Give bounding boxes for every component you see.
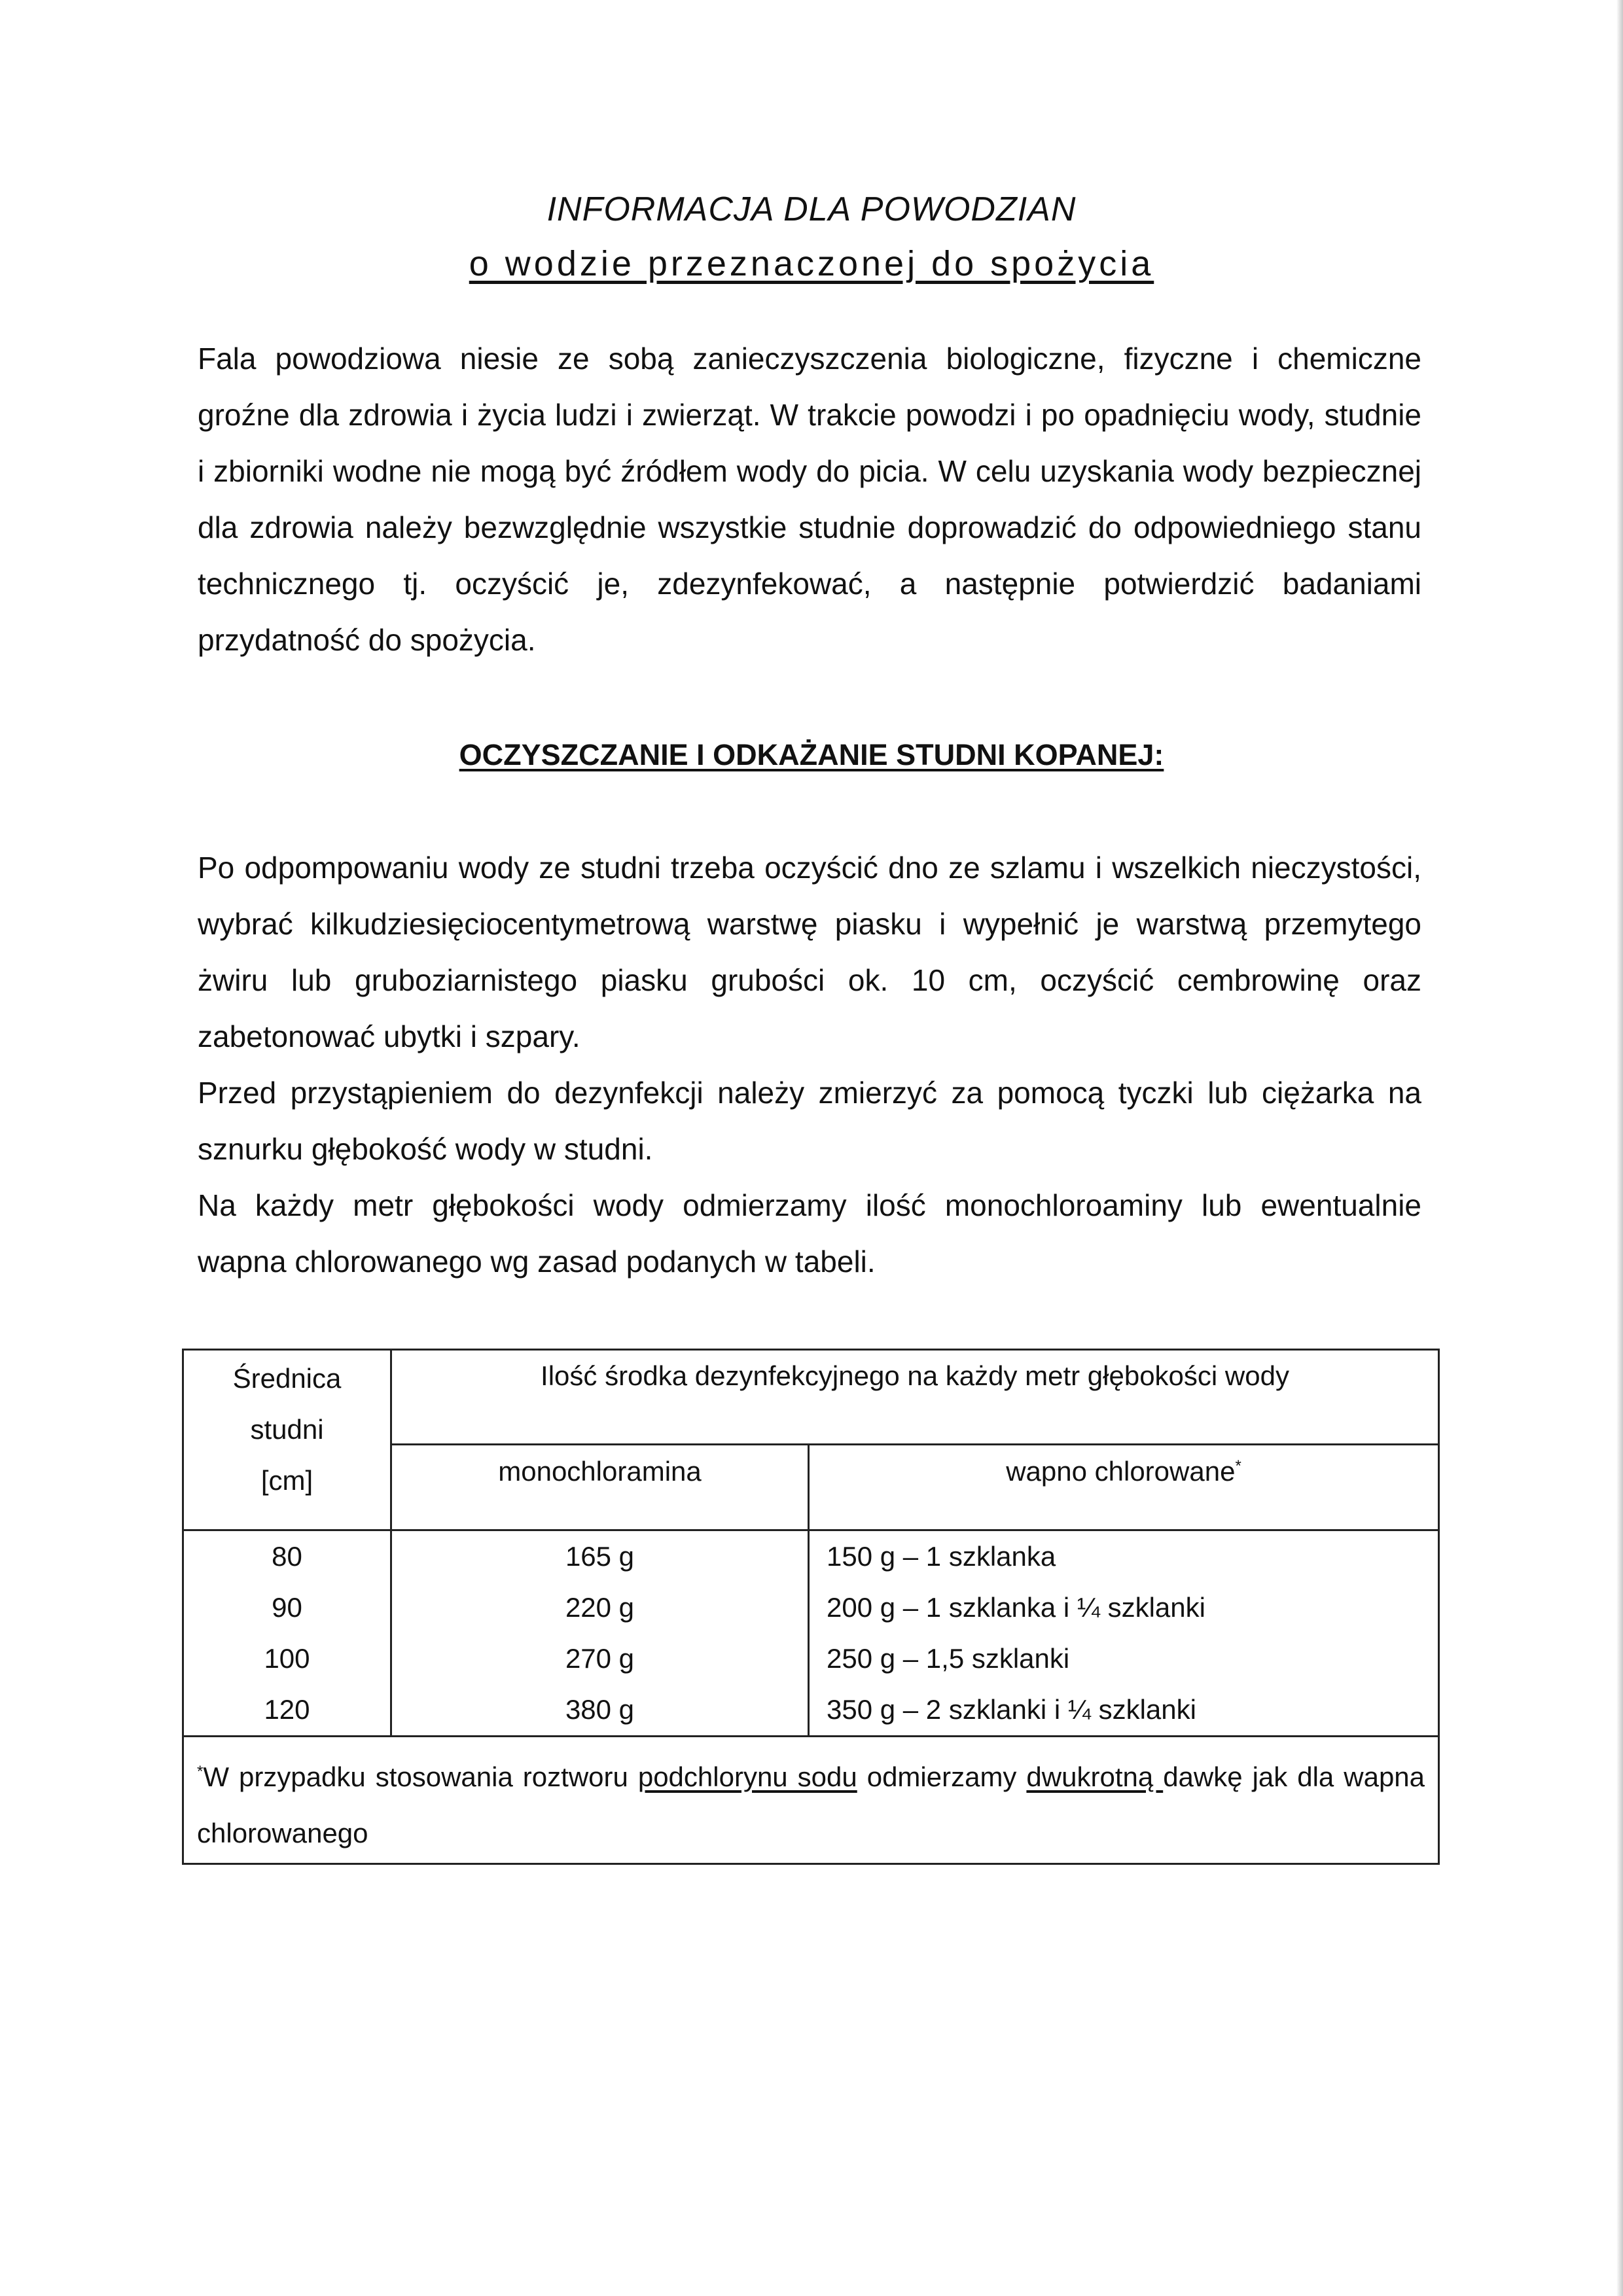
cleaning-paragraph: Po odpompowaniu wody ze studni trzeba oczyścić dno ze szlamu i wszelkich nieczystości, wybrać kilkudziesięciocentymetrową warstwę piasku i wypełnić je warstwą przemytego żwiru lub gruboziarnistego piasku grubości ok. 10 cm, oczyścić cembrowinę oraz zabetonować ubytki i szpary. bbox=[198, 851, 1421, 1053]
header-diameter-line: studni bbox=[250, 1414, 324, 1445]
table-footnote-row bbox=[183, 1737, 1439, 1864]
header-diameter-line: Średnica bbox=[232, 1363, 342, 1394]
table-data-row bbox=[183, 1530, 1439, 1737]
diameter-value: 100 bbox=[264, 1643, 310, 1674]
footnote-text: odmierzamy bbox=[857, 1761, 1027, 1792]
table-header-row bbox=[183, 1350, 1439, 1445]
page-edge-shadow bbox=[1616, 0, 1623, 2296]
monochloramina-value: 270 g bbox=[565, 1643, 635, 1674]
dose-paragraph: Na każdy metr głębokości wody odmierzamy ilość monochloroaminy lub ewentualnie wapna chlorowanego wg zasad podanych w tabeli. bbox=[198, 1188, 1421, 1279]
footnote-underlined-term: dwukrotną bbox=[1026, 1761, 1164, 1792]
header-wapno-cell bbox=[809, 1445, 1439, 1530]
wapno-value: 200 g – 1 szklanka i ¼ szklanki bbox=[827, 1592, 1205, 1623]
header-main-cell: Ilość środka dezynfekcyjnego na każdy metr głębokości wody bbox=[391, 1350, 1439, 1445]
monochloramina-value: 165 g bbox=[565, 1541, 635, 1572]
disinfectant-table bbox=[182, 1349, 1440, 1865]
section-heading: OCZYSZCZANIE I ODKAŻANIE STUDNI KOPANEJ: bbox=[459, 738, 1164, 771]
footnote-cell bbox=[183, 1737, 1439, 1864]
footnote-mark: * bbox=[197, 1763, 204, 1780]
header-wapno-footnote-mark: * bbox=[1235, 1457, 1241, 1475]
wapno-value: 350 g – 2 szklanki i ¼ szklanki bbox=[827, 1694, 1196, 1725]
diameter-value: 90 bbox=[272, 1592, 302, 1623]
wapno-value: 150 g – 1 szklanka bbox=[827, 1541, 1056, 1572]
monochloramina-value: 380 g bbox=[565, 1694, 635, 1725]
header-monochloramina-cell: monochloramina bbox=[391, 1445, 809, 1530]
wapno-column bbox=[809, 1530, 1439, 1737]
diameter-value: 120 bbox=[264, 1694, 310, 1725]
document-subtitle: o wodzie przeznaczonej do spożycia bbox=[469, 244, 1154, 283]
document-title: INFORMACJA DLA POWODZIAN bbox=[546, 190, 1077, 228]
intro-paragraph: Fala powodziowa niesie ze sobą zanieczyszczenia biologiczne, fizyczne i chemiczne groźne dla zdrowia i życia ludzi i zwierząt. W trakcie powodzi i po opadnięciu wody, studnie i zbiorniki wodne nie mogą być źródłem wody do picia. W celu uzyskania wody bezpiecznej dla zdrowia należy bezwzględnie wszystkie studnie doprowadzić do odpowiedniego stanu technicznego tj. oczyścić je, zdezynfekować, a następnie potwierdzić badaniami przydatność do spożycia. bbox=[198, 342, 1421, 657]
diameter-column bbox=[183, 1530, 391, 1737]
wapno-value: 250 g – 1,5 szklanki bbox=[827, 1643, 1070, 1674]
footnote-text: dawkę jak dla wapna chlorowanego bbox=[197, 1761, 1425, 1848]
header-wapno-label: wapno chlorowane bbox=[1006, 1456, 1236, 1487]
footnote-text: W przypadku stosowania roztworu bbox=[203, 1761, 638, 1792]
monochloramina-value: 220 g bbox=[565, 1592, 635, 1623]
header-diameter-line: [cm] bbox=[260, 1465, 313, 1496]
measure-paragraph: Przed przystąpieniem do dezynfekcji należy zmierzyć za pomocą tyczki lub ciężarka na sznurku głębokość wody w studni. bbox=[198, 1076, 1421, 1166]
diameter-value: 80 bbox=[272, 1541, 302, 1572]
monochloramina-column bbox=[391, 1530, 809, 1737]
header-diameter-cell bbox=[183, 1350, 391, 1530]
footnote-underlined-term: podchlorynu sodu bbox=[637, 1761, 857, 1792]
